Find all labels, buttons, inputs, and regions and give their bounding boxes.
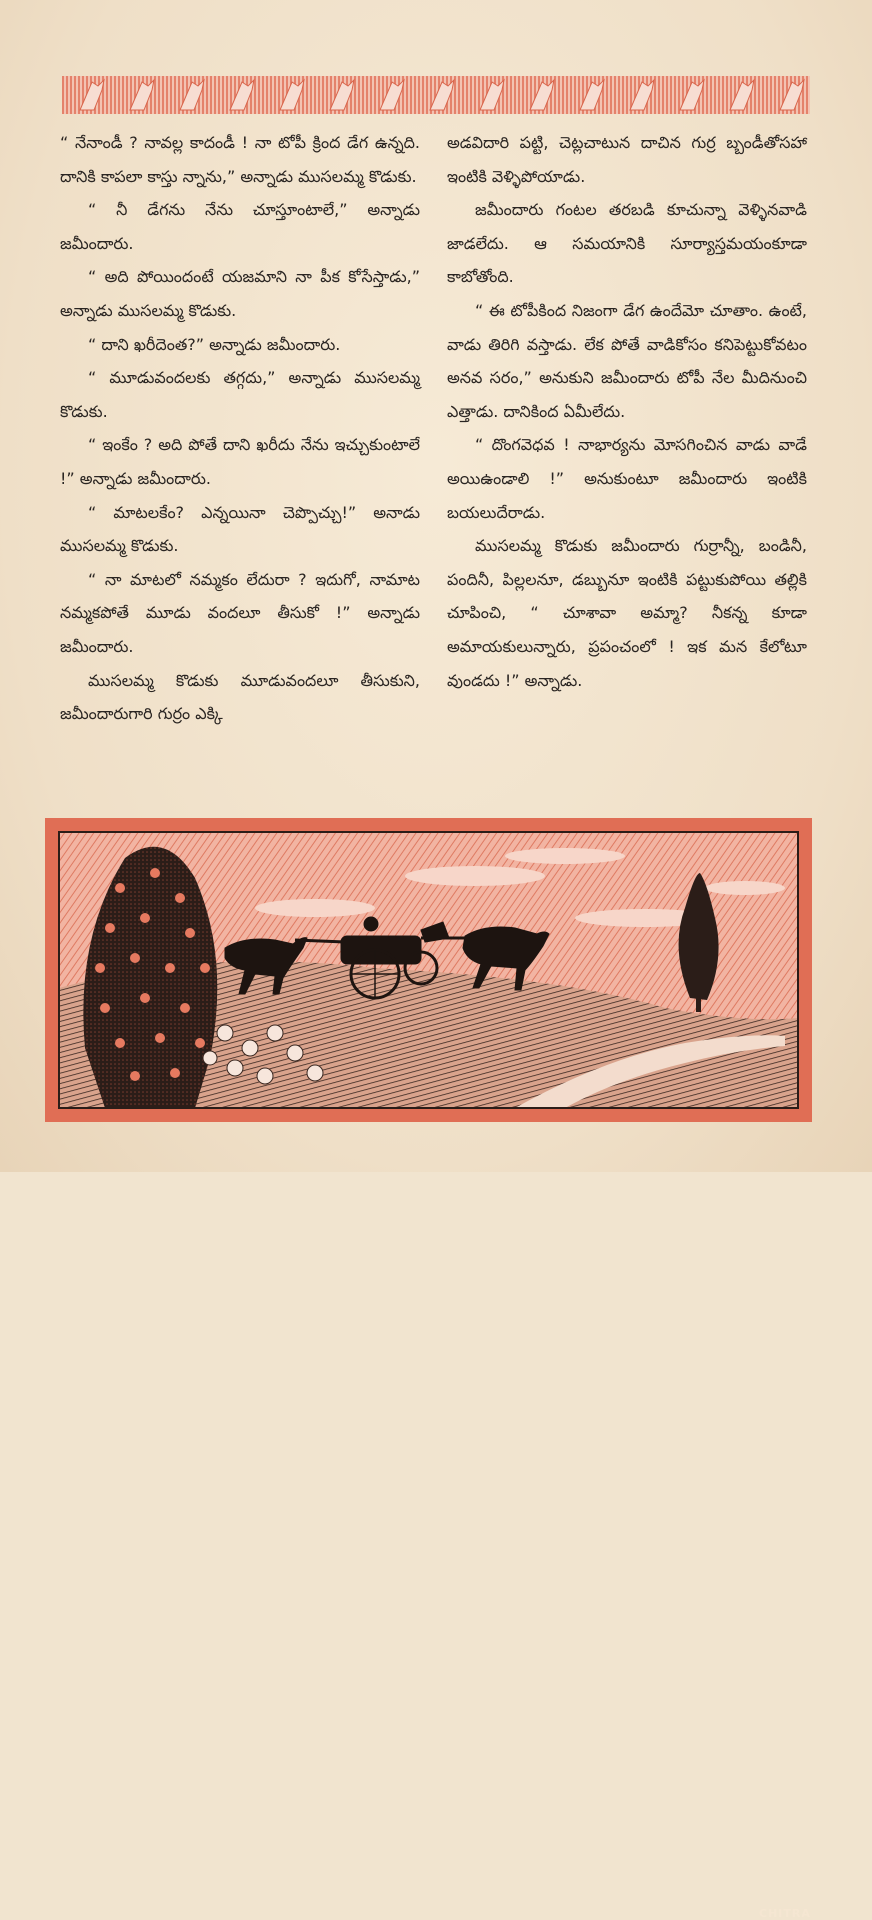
- paragraph: “ మూడువందలకు తగ్గదు,” అన్నాడు ముసలమ్మ కొడుకు.: [60, 368, 420, 421]
- paragraph: జమీందారు గంటల తరబడి కూచున్నా వెళ్ళినవాడి జాడలేదు. ఆ సమయానికి సూర్యాస్తమయంకూడా కాబోతోంది.: [447, 200, 807, 287]
- paragraph: “ ఇంకేం ? అది పోతే దాని ఖరీదు నేను ఇచ్చుకుంటాలే !” అన్నాడు జమీందారు.: [60, 435, 420, 488]
- right-text-column: [447, 126, 807, 697]
- horse-carriage-scene-icon: [45, 818, 812, 1122]
- arrow-pattern-icon: [62, 76, 810, 114]
- paragraph: అడవిదారి పట్టి, చెట్లచాటున దాచిన గుర్ర బ్బండీతోసహా ఇంటికి వెళ్ళిపోయాడు.: [447, 133, 807, 186]
- paragraph: ముసలమ్మ కొడుకు జమీందారు గుర్రాన్నీ, బండినీ, పందినీ, పిల్లలనూ, డబ్బునూ ఇంటికి పట్టుకుపోయి తల్లికి చూపించి, “ చూశావా అమ్మా? నీకన్న కూడా అమాయకులున్నారు, ప్రపంచంలో ! ఇక మన కేలోటూ వుండదు !” అన్నాడు.: [447, 536, 807, 690]
- artist-signature: CHITRA: [759, 1907, 811, 1920]
- story-illustration: [45, 818, 812, 1920]
- paragraph: “ ఈ టోపీకింద నిజంగా డేగ ఉందేమో చూతాం. ఉంటే, వాడు తిరిగి వస్తాడు. లేక పోతే వాడికోసం కనిపెట్టుకోవటం అనవ సరం,” అనుకుని జమీందారు టోపీ నేల మీదినుంచి ఎత్తాడు. దానికింద ఏమీలేదు.: [447, 300, 807, 421]
- paragraph: “ దాని ఖరీదెంత?” అన్నాడు జమీందారు.: [88, 334, 341, 354]
- paragraph: “ అది పోయిందంటే యజమాని నా పీక కోసేస్తాడు,” అన్నాడు ముసలమ్మ కొడుకు.: [60, 267, 420, 320]
- paragraph: “ మాటలకేం? ఎన్నయినా చెప్పొచ్చు!” అనాడు ముసలమ్మ కొడుకు.: [60, 502, 420, 556]
- decorative-header-banner: [62, 76, 810, 114]
- paragraph: “ నేనాండీ ? నావల్ల కాదండీ ! నా టోపీ క్రింద డేగ ఉన్నది. దానికి కాపలా కాస్తు న్నాను,” అన్నాడు ముసలమ్మ కొడుకు.: [60, 133, 420, 186]
- paragraph: “ నా మాటలో నమ్మకం లేదురా ? ఇదుగో, నామాట నమ్మకపోతే మూడు వందలూ తీసుకో !” అన్నాడు జమీందారు.: [60, 569, 420, 656]
- paragraph: “ దొంగవెధవ ! నాభార్యను మోసగించిన వాడు వాడే అయిఉండాలి !” అనుకుంటూ జమీందారు ఇంటికి బయలుదేరాడు.: [447, 435, 807, 522]
- paragraph: ముసలమ్మ కొడుకు మూడువందలూ తీసుకుని, జమీందారుగారి గుర్రం ఎక్కి: [60, 670, 420, 724]
- left-text-column: [60, 126, 420, 731]
- paragraph: “ నీ డేగను నేను చూస్తూంటాలే,” అన్నాడు జమీందారు.: [60, 200, 420, 253]
